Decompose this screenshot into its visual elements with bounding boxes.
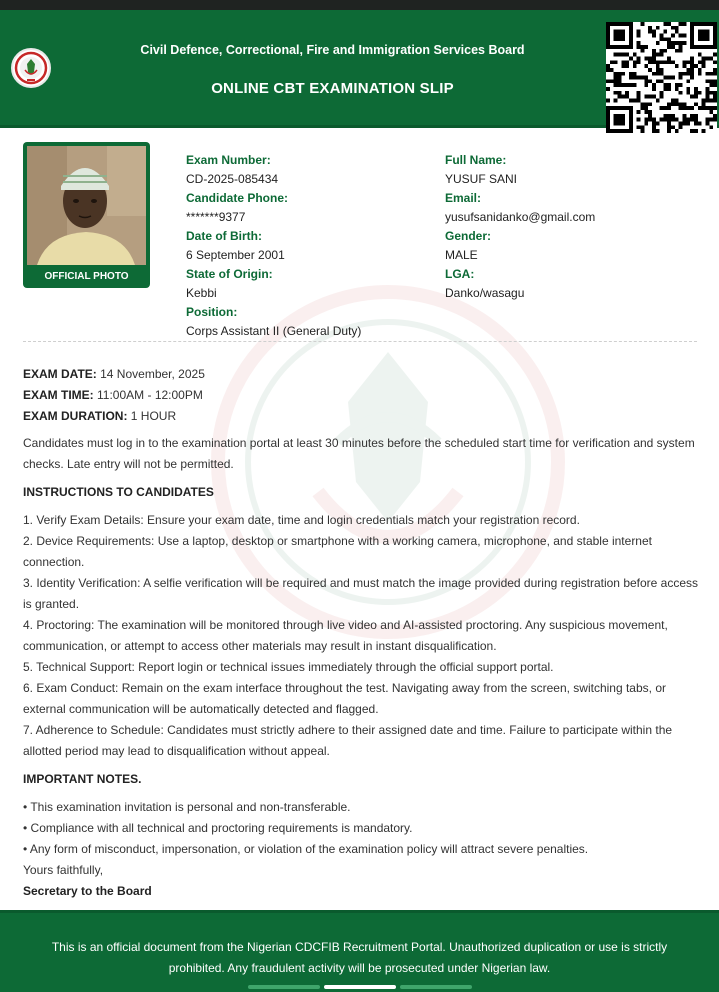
- instruction-item: 7. Adherence to Schedule: Candidates must strictly adhere to their assigned date and time. Failure to participate within the allotted period may lead to disqualification without appeal.: [23, 723, 673, 758]
- organization-name: Civil Defence, Correctional, Fire and Immigration Services Board: [140, 43, 525, 57]
- notes-title: IMPORTANT NOTES.: [23, 772, 142, 786]
- instruction-item: 6. Exam Conduct: Remain on the exam interface throughout the test. Navigating away from the screen, switching tabs, or external communication will be automatically detected and flagged.: [23, 681, 666, 716]
- note-item: • This examination invitation is personal and non-transferable.: [23, 800, 351, 814]
- full-name-value: YUSUF SANI: [445, 172, 518, 186]
- candidate-phone-value: *******9377: [186, 210, 246, 224]
- exam-time-row: [23, 385, 703, 406]
- footer-disclaimer: This is an official document from the Nigerian CDCFIB Recruitment Portal. Unauthorized duplication or use is strictly prohibited. Any fraudulent activity will be prosecuted under Nigerian law.: [51, 940, 668, 975]
- page-indicator-dot[interactable]: [400, 985, 472, 989]
- exam-number-value: CD-2025-085434: [186, 172, 279, 186]
- position-label: Position:: [186, 305, 238, 319]
- notes-list: [23, 797, 703, 860]
- exam-time-value: 11:00AM - 12:00PM: [97, 388, 203, 402]
- email-value[interactable]: yusufsanidanko@gmail.com: [445, 210, 596, 224]
- intro-paragraph: Candidates must log in to the examination portal at least 30 minutes before the scheduled start time for verification and system checks. Late entry will not be permitted.: [23, 436, 695, 471]
- email-label: Email:: [445, 191, 482, 205]
- exam-date-label: EXAM DATE:: [23, 367, 97, 381]
- note-item: • Compliance with all technical and proctoring requirements is mandatory.: [23, 821, 413, 835]
- page-indicator-dot[interactable]: [248, 985, 320, 989]
- signoff-closing: Yours faithfully,: [23, 863, 104, 877]
- instruction-item: 2. Device Requirements: Use a laptop, desktop or smartphone with a working camera, microphone, and stable internet connection.: [23, 534, 652, 569]
- candidate-photo: [27, 146, 146, 265]
- cdcfib-coat-of-arms-icon: [11, 48, 51, 88]
- instruction-item: 3. Identity Verification: A selfie verification will be required and must match the image provided during registration before access is granted.: [23, 576, 699, 611]
- lga-label: LGA:: [445, 267, 475, 281]
- slip-body: [23, 364, 703, 902]
- instructions-title: INSTRUCTIONS TO CANDIDATES: [23, 485, 214, 499]
- official-photo-card: [23, 142, 150, 288]
- gender-value: MALE: [445, 248, 478, 262]
- exam-duration-label: EXAM DURATION:: [23, 409, 128, 423]
- candidate-info-left: [186, 151, 426, 341]
- exam-duration-row: [23, 406, 703, 427]
- top-status-bar: [0, 0, 719, 10]
- exam-duration-value: 1 HOUR: [130, 409, 177, 423]
- position-value: Corps Assistant II (General Duty): [186, 324, 362, 338]
- gender-label: Gender:: [445, 229, 492, 243]
- section-divider: [23, 341, 697, 342]
- note-item: • Any form of misconduct, impersonation, or violation of the examination policy will attract severe penalties.: [23, 842, 589, 856]
- candidate-info-right: [445, 151, 705, 303]
- instruction-item: 1. Verify Exam Details: Ensure your exam date, time and login credentials match your registration record.: [23, 513, 580, 527]
- lga-value: Danko/wasagu: [445, 286, 525, 300]
- state-of-origin-label: State of Origin:: [186, 267, 273, 281]
- date-of-birth-label: Date of Birth:: [186, 229, 262, 243]
- exam-time-label: EXAM TIME:: [23, 388, 94, 402]
- date-of-birth-value: 6 September 2001: [186, 248, 285, 262]
- qr-code-icon: [606, 22, 717, 133]
- exam-date-value: 14 November, 2025: [100, 367, 205, 381]
- slip-header: [0, 10, 719, 128]
- photo-caption: OFFICIAL PHOTO: [44, 271, 129, 282]
- page-indicator-dot-active[interactable]: [324, 985, 396, 989]
- slip-title: ONLINE CBT EXAMINATION SLIP: [211, 80, 454, 97]
- slip-footer: [0, 910, 719, 992]
- full-name-label: Full Name:: [445, 153, 507, 167]
- candidate-phone-label: Candidate Phone:: [186, 191, 289, 205]
- exam-number-label: Exam Number:: [186, 153, 271, 167]
- instructions-list: [23, 510, 703, 762]
- signoff-name: Secretary to the Board: [23, 884, 152, 898]
- instruction-item: 4. Proctoring: The examination will be monitored through live video and AI-assisted proctoring. Any suspicious movement, communication, or attempt to access other materials may result in instant disqualification.: [23, 618, 668, 653]
- exam-date-row: [23, 364, 703, 385]
- instruction-item: 5. Technical Support: Report login or technical issues immediately through the official support portal.: [23, 660, 554, 674]
- state-of-origin-value: Kebbi: [186, 286, 217, 300]
